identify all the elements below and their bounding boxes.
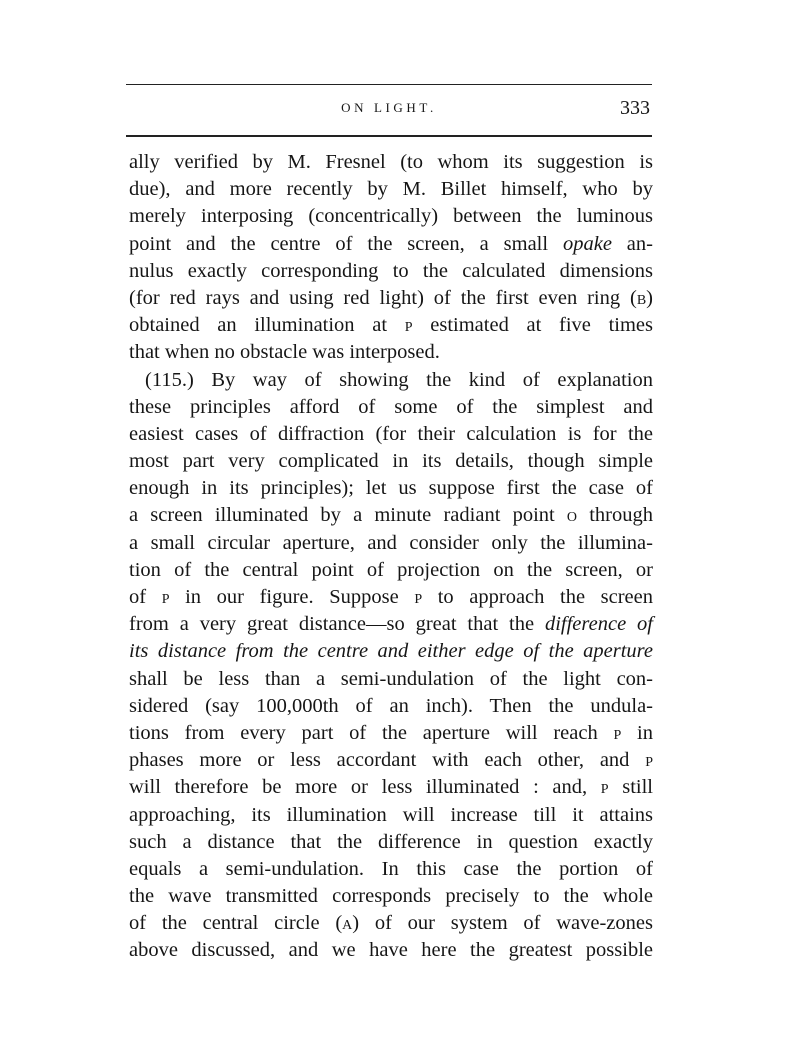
text-run: easiest cases of diffraction (for their calculation is for the [129,422,653,445]
text-run: (115.) By way of showing the kind of explanation [145,368,653,391]
running-head [126,99,652,125]
text-run: enough in its principles); let us suppose first the case of [129,477,653,500]
text-line [129,530,653,557]
text-run: such a distance that the difference in question exactly [129,830,653,853]
text-run: sidered (say 100,000th of an inch). Then the undula- [129,694,653,717]
text-run: (for red rays and using red light) of the first even ring ( [129,286,637,309]
running-title: ON LIGHT. [341,100,437,115]
text-run: tions from every part of the aperture will reach [129,721,614,744]
text-run: above discussed, and we have here the greatest possible [129,939,653,962]
small-caps-letter: A [342,918,353,934]
text-run: ally verified by M. Fresnel (to whom its suggestion is [129,151,653,173]
text-run: ) [646,286,653,309]
small-caps-letter: P [600,782,609,798]
text-line [129,339,653,366]
text-run: most part very complicated in its details, though simple [129,450,653,473]
header-rule-bottom [126,135,652,137]
text-run: an- [611,232,653,255]
text-line [129,149,653,176]
small-caps-letter: P [161,592,170,607]
text-line [129,747,653,774]
text-line [129,394,653,421]
text-line [129,910,653,937]
text-line [129,720,653,747]
header-rule-top [126,84,652,85]
text-run: will therefore be more or less illuminated : and, [129,776,601,799]
body-text [129,149,653,965]
text-run: the wave transmitted corresponds precisely to the whole [129,885,653,908]
text-run: still [608,776,654,799]
text-run: merely interposing (concentrically) between the luminous [129,205,653,228]
text-run: in our figure. Suppose [169,586,415,608]
small-caps-letter: O [566,510,578,526]
text-run: tion of the central point of projection on the screen, or [129,558,653,581]
text-line [129,829,653,856]
text-line [129,666,653,693]
text-line [129,312,653,339]
text-line [129,883,653,910]
small-caps-letter: P [404,320,413,336]
text-run: through [577,504,653,527]
text-line [129,937,653,964]
text-run: nulus exactly corresponding to the calculated dimensions [129,259,653,282]
text-run: approaching, its illumination will increase till it attains [129,803,653,826]
text-run: these principles afford of some of the simplest and [129,395,653,418]
text-line [129,557,653,584]
text-run: estimated at five times [412,314,654,337]
text-line [129,176,653,203]
text-line [129,475,653,502]
text-run: point and the centre of the screen, a small [129,232,563,255]
small-caps-letter: P [414,592,423,607]
small-caps-letter: B [636,292,647,308]
text-line [129,584,653,611]
text-line [129,367,653,394]
text-line [129,856,653,883]
text-line [129,502,653,529]
text-line [129,611,653,638]
text-line [129,693,653,720]
text-run: that when no obstacle was interposed. [129,341,440,364]
text-line [129,802,653,829]
text-run: phases more or less accordant with each other, and [129,749,646,772]
text-run: of [129,586,162,608]
text-run: from a very great distance—so great that the [129,613,545,636]
page-number: 333 [620,97,650,119]
text-run: of the central circle ( [129,912,343,935]
italic-text: its distance from the centre and either edge of the aperture [129,640,653,663]
text-run: due), and more recently by M. Billet himself, who by [129,178,653,201]
text-run: obtained an illumination at [129,314,405,337]
italic-text: opake [562,232,612,255]
text-line [129,774,653,801]
text-run: shall be less than a semi-undulation of the light con- [129,667,653,690]
text-line [129,258,653,285]
text-line [129,448,653,475]
small-caps-letter: P [645,755,653,771]
text-run: to approach the screen [422,586,654,608]
text-run: in [621,721,653,744]
text-run: a screen illuminated by a minute radiant point [129,504,567,527]
text-run: ) of our system of wave-zones [352,912,653,935]
italic-text: difference of [544,613,653,636]
text-line [129,203,653,230]
text-line [129,638,653,665]
text-line [129,421,653,448]
text-run: a small circular aperture, and consider only the illumina- [129,531,653,554]
text-line [129,285,653,312]
text-line [129,231,653,258]
text-run: equals a semi-undulation. In this case the portion of [129,857,653,880]
small-caps-letter: P [613,727,622,743]
